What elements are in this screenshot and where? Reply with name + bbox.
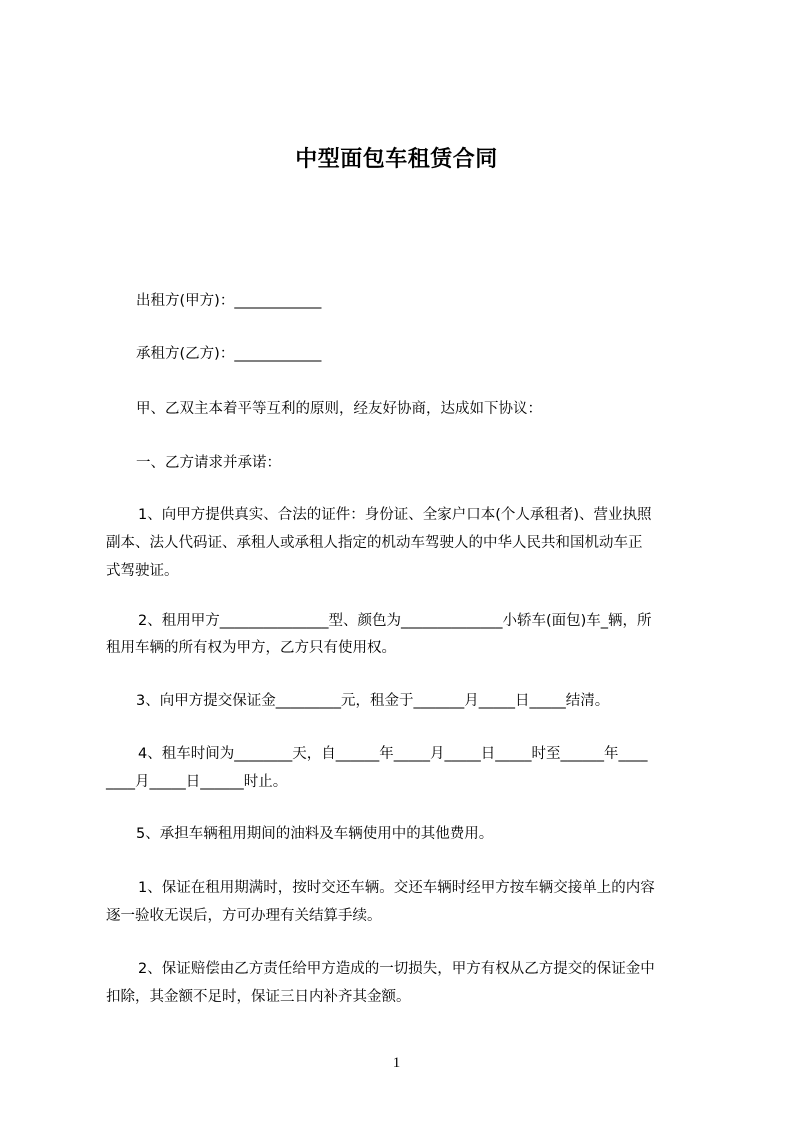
clause-1-line-2: 副本、法人代码证、承租人或承租人指定的机动车驾驶人的中华人民共和国机动车正 (106, 535, 643, 551)
clause-2-line-1: 2、租用甲方_______________型、颜色为______________小轿车(面包)车_辆，所 (138, 613, 652, 629)
party-a-line: 出租方(甲方)：____________ (136, 293, 322, 309)
clause-4-line-1: 4、租车时间为________天，自______年_____月_____日_____时至______年____ (138, 746, 648, 762)
party-b-line: 承租方(乙方)：____________ (136, 346, 322, 362)
return-clause-line-2: 逐一验收无误后，方可办理有关结算手续。 (106, 908, 382, 924)
compensation-clause-line-1: 2、保证赔偿由乙方责任给甲方造成的一切损失，甲方有权从乙方提交的保证金中 (138, 961, 655, 977)
return-clause-line-1: 1、保证在租用期满时，按时交还车辆。交还车辆时经甲方按车辆交接单上的内容 (138, 880, 655, 896)
clause-2-line-2: 租用车辆的所有权为甲方，乙方只有使用权。 (106, 640, 396, 656)
preamble-paragraph: 甲、乙双主本着平等互利的原则，经友好协商，达成如下协议： (136, 401, 542, 417)
compensation-clause-line-2: 扣除，其金额不足时，保证三日内补齐其金额。 (106, 989, 411, 1005)
clause-1-line-1: 1、向甲方提供真实、合法的证件：身份证、全家户口本(个人承租者)、营业执照 (138, 507, 652, 523)
page-title: 中型面包车租赁合同 (295, 147, 498, 172)
clause-3-line: 3、向甲方提交保证金_________元，租金于_______月_____日_____结清。 (136, 693, 610, 709)
section-heading: 一、乙方请求并承诺： (136, 455, 281, 471)
clause-5-line: 5、承担车辆租用期间的油料及车辆使用中的其他费用。 (136, 826, 494, 842)
clause-1-line-3: 式驾驶证。 (106, 563, 179, 579)
clause-4-line-2: ____月_____日______时止。 (106, 774, 288, 790)
page-number: 1 (392, 1055, 401, 1071)
